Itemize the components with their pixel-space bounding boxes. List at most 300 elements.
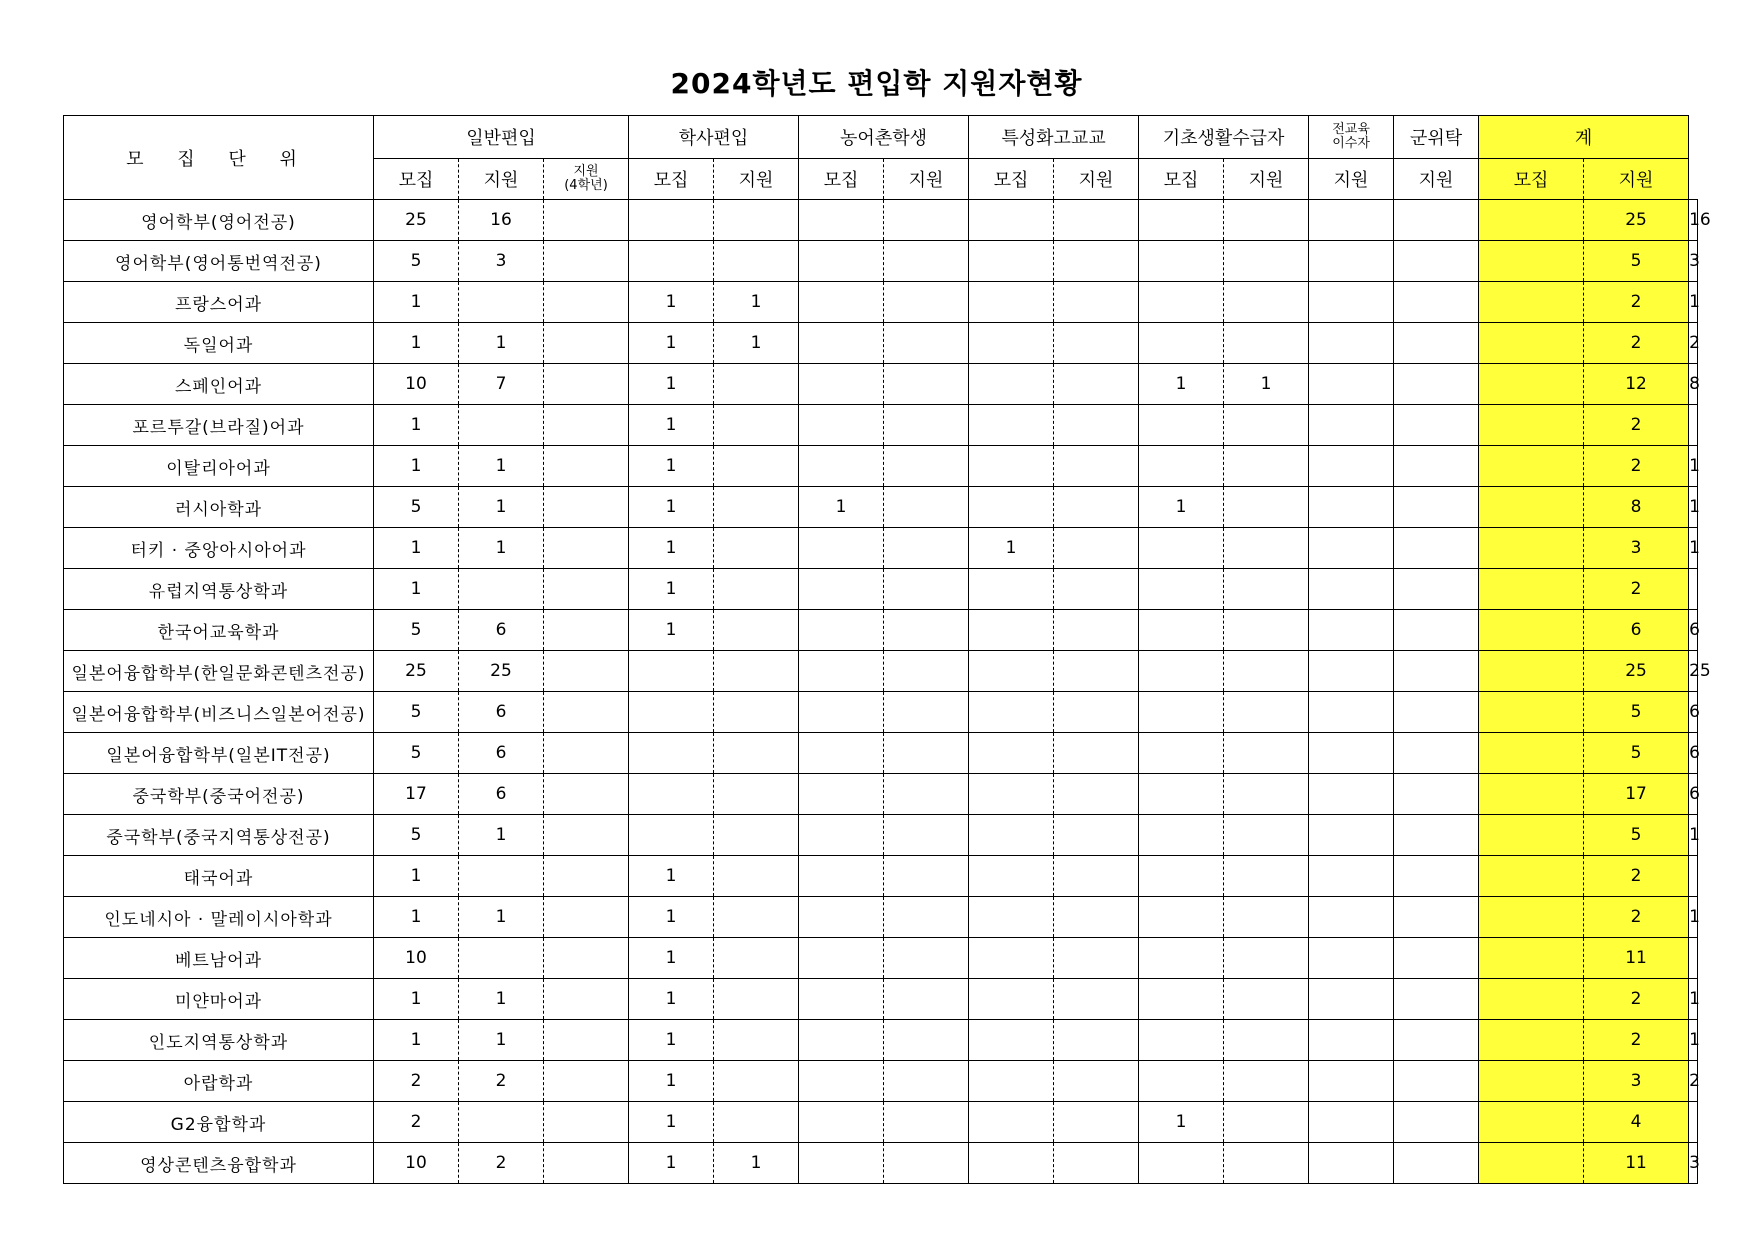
cell-total-recruit (1479, 323, 1584, 364)
cell-vocational-apply (1054, 1102, 1139, 1143)
cell-bachelor-recruit (629, 651, 714, 692)
cell-livelihood-recruit (1139, 692, 1224, 733)
cell-rural-recruit (799, 610, 884, 651)
cell-bachelor-recruit: 1 (629, 323, 714, 364)
cell-bachelor-recruit: 1 (629, 282, 714, 323)
cell-total-apply: 2 (1584, 856, 1689, 897)
cell-livelihood-recruit (1139, 774, 1224, 815)
cell-livelihood-recruit (1139, 815, 1224, 856)
sub-recruit: 모집 (629, 159, 714, 200)
cell-rural-apply (884, 323, 969, 364)
cell-vocational-apply (1054, 282, 1139, 323)
cell-military-apply (1394, 1020, 1479, 1061)
cell-general-recruit: 5 (374, 815, 459, 856)
table-body (64, 200, 1711, 1184)
sub-apply: 지원 (1224, 159, 1309, 200)
cell-undefined: 6 (1689, 692, 1698, 733)
cell-livelihood-recruit (1139, 897, 1224, 938)
cell-rural-recruit (799, 979, 884, 1020)
cell-rural-apply (884, 815, 969, 856)
cell-general-apply-4th (544, 1143, 629, 1184)
cell-rural-recruit (799, 733, 884, 774)
table-row (64, 1020, 1698, 1061)
sub-recruit: 모집 (799, 159, 884, 200)
cell-livelihood-recruit (1139, 282, 1224, 323)
cell-vocational-recruit (969, 1020, 1054, 1061)
cell-livelihood-apply (1224, 1020, 1309, 1061)
cell-total-recruit (1479, 1020, 1584, 1061)
cell-vocational-apply (1054, 446, 1139, 487)
cell-general-apply-4th (544, 1061, 629, 1102)
cell-rural-recruit: 1 (799, 487, 884, 528)
cell-rural-recruit (799, 282, 884, 323)
cell-total-recruit (1479, 979, 1584, 1020)
cell-undefined: 3 (1689, 241, 1698, 282)
cell-vocational-apply (1054, 938, 1139, 979)
cell-rural-apply (884, 405, 969, 446)
cell-undefined (1689, 856, 1698, 897)
cell-general-apply-4th (544, 897, 629, 938)
cell-military-apply (1394, 733, 1479, 774)
cell-livelihood-apply (1224, 446, 1309, 487)
cell-vocational-recruit (969, 569, 1054, 610)
cell-bachelor-apply: 1 (714, 1143, 799, 1184)
cell-rural-recruit (799, 323, 884, 364)
sub-apply: 지원 (1054, 159, 1139, 200)
cell-total-apply: 5 (1584, 815, 1689, 856)
cell-total-apply: 2 (1584, 446, 1689, 487)
cell-livelihood-apply (1224, 774, 1309, 815)
cell-undefined: 3 (1689, 1143, 1698, 1184)
table-row (64, 774, 1698, 815)
cell-military-apply (1394, 1061, 1479, 1102)
cell-general-recruit: 1 (374, 323, 459, 364)
cell-rural-apply (884, 1143, 969, 1184)
table-row (64, 487, 1698, 528)
cell-rural-apply (884, 200, 969, 241)
cell-total-recruit (1479, 856, 1584, 897)
cell-undefined (1689, 1102, 1698, 1143)
cell-vocational-recruit (969, 979, 1054, 1020)
cell-general-recruit: 1 (374, 282, 459, 323)
cell-total-recruit (1479, 569, 1584, 610)
cell-general-recruit: 1 (374, 897, 459, 938)
cell-vocational-apply (1054, 856, 1139, 897)
cell-livelihood-apply (1224, 405, 1309, 446)
cell-bachelor-apply: 1 (714, 282, 799, 323)
cell-general-apply: 1 (459, 487, 544, 528)
cell-unit: 영상콘텐츠융합학과 (64, 1143, 374, 1184)
table-row (64, 815, 1698, 856)
cell-rural-recruit (799, 692, 884, 733)
cell-total-recruit (1479, 528, 1584, 569)
cell-full-course-apply (1309, 1143, 1394, 1184)
cell-undefined: 2 (1689, 1061, 1698, 1102)
cell-general-apply-4th (544, 1102, 629, 1143)
cell-general-apply (459, 856, 544, 897)
cell-vocational-apply (1054, 610, 1139, 651)
cell-rural-recruit (799, 200, 884, 241)
cell-rural-apply (884, 856, 969, 897)
cell-unit: 태국어과 (64, 856, 374, 897)
cell-rural-recruit (799, 405, 884, 446)
cell-total-recruit (1479, 938, 1584, 979)
cell-full-course-apply (1309, 364, 1394, 405)
cell-vocational-apply (1054, 200, 1139, 241)
cell-livelihood-recruit (1139, 979, 1224, 1020)
cell-livelihood-apply (1224, 282, 1309, 323)
cell-bachelor-recruit: 1 (629, 528, 714, 569)
cell-general-apply-4th (544, 569, 629, 610)
cell-bachelor-recruit: 1 (629, 979, 714, 1020)
cell-livelihood-recruit (1139, 733, 1224, 774)
cell-vocational-apply (1054, 1143, 1139, 1184)
cell-general-apply: 7 (459, 364, 544, 405)
cell-full-course-apply (1309, 856, 1394, 897)
cell-general-apply: 1 (459, 815, 544, 856)
cell-unit: 영어학부(영어통번역전공) (64, 241, 374, 282)
cell-rural-apply (884, 446, 969, 487)
cell-rural-recruit (799, 528, 884, 569)
sub-apply: 지원 (1394, 159, 1479, 200)
cell-undefined: 6 (1689, 733, 1698, 774)
cell-general-apply-4th (544, 815, 629, 856)
cell-vocational-recruit (969, 446, 1054, 487)
cell-general-recruit: 5 (374, 610, 459, 651)
cell-general-apply: 6 (459, 733, 544, 774)
cell-unit: 유럽지역통상학과 (64, 569, 374, 610)
cell-general-recruit: 1 (374, 1020, 459, 1061)
cell-rural-apply (884, 487, 969, 528)
page-title: 2024학년도 편입학 지원자현황 (670, 67, 1083, 100)
cell-livelihood-recruit (1139, 446, 1224, 487)
cell-general-recruit: 5 (374, 692, 459, 733)
cell-total-recruit (1479, 651, 1584, 692)
cell-general-apply-4th (544, 692, 629, 733)
cell-rural-apply (884, 692, 969, 733)
cell-bachelor-recruit: 1 (629, 364, 714, 405)
cell-livelihood-apply (1224, 323, 1309, 364)
cell-unit: 일본어융합학부(일본IT전공) (64, 733, 374, 774)
table-row (64, 856, 1698, 897)
cell-general-apply: 2 (459, 1061, 544, 1102)
cell-full-course-apply (1309, 282, 1394, 323)
cell-full-course-apply (1309, 610, 1394, 651)
cell-total-recruit (1479, 487, 1584, 528)
cell-military-apply (1394, 651, 1479, 692)
table-row (64, 200, 1698, 241)
cell-rural-apply (884, 364, 969, 405)
cell-livelihood-recruit (1139, 569, 1224, 610)
cell-vocational-recruit (969, 692, 1054, 733)
cell-general-apply: 2 (459, 1143, 544, 1184)
header-full-course-label: 전교육 이수자 (1332, 122, 1370, 151)
cell-vocational-recruit (969, 897, 1054, 938)
cell-bachelor-recruit (629, 733, 714, 774)
cell-rural-apply (884, 938, 969, 979)
cell-bachelor-recruit (629, 774, 714, 815)
cell-military-apply (1394, 364, 1479, 405)
cell-undefined: 1 (1689, 979, 1698, 1020)
sub-apply-4th-line2: (4학년) (564, 178, 608, 193)
cell-rural-recruit (799, 1143, 884, 1184)
cell-general-apply (459, 938, 544, 979)
cell-military-apply (1394, 569, 1479, 610)
cell-bachelor-recruit: 1 (629, 856, 714, 897)
cell-full-course-apply (1309, 938, 1394, 979)
cell-livelihood-apply (1224, 241, 1309, 282)
cell-livelihood-recruit (1139, 1061, 1224, 1102)
cell-bachelor-recruit (629, 200, 714, 241)
cell-vocational-apply (1054, 897, 1139, 938)
table-row (64, 364, 1698, 405)
cell-bachelor-recruit: 1 (629, 897, 714, 938)
cell-bachelor-apply (714, 569, 799, 610)
cell-livelihood-apply (1224, 897, 1309, 938)
cell-full-course-apply (1309, 405, 1394, 446)
cell-unit: 이탈리아어과 (64, 446, 374, 487)
cell-unit: 스페인어과 (64, 364, 374, 405)
cell-unit: 일본어융합학부(비즈니스일본어전공) (64, 692, 374, 733)
cell-total-recruit (1479, 364, 1584, 405)
cell-bachelor-apply (714, 897, 799, 938)
cell-total-apply: 5 (1584, 733, 1689, 774)
cell-vocational-recruit (969, 487, 1054, 528)
cell-rural-recruit (799, 1061, 884, 1102)
cell-livelihood-apply (1224, 569, 1309, 610)
cell-rural-recruit (799, 446, 884, 487)
cell-undefined: 1 (1689, 1020, 1698, 1061)
cell-bachelor-recruit: 1 (629, 487, 714, 528)
cell-general-recruit: 25 (374, 200, 459, 241)
cell-general-apply (459, 1102, 544, 1143)
cell-general-apply: 1 (459, 528, 544, 569)
cell-general-recruit: 17 (374, 774, 459, 815)
cell-vocational-apply (1054, 241, 1139, 282)
cell-unit: 영어학부(영어전공) (64, 200, 374, 241)
cell-general-apply-4th (544, 241, 629, 282)
cell-total-recruit (1479, 446, 1584, 487)
cell-full-course-apply (1309, 979, 1394, 1020)
cell-total-recruit (1479, 1143, 1584, 1184)
sub-recruit: 모집 (374, 159, 459, 200)
table-row (64, 1061, 1698, 1102)
table-row (64, 569, 1698, 610)
cell-vocational-recruit (969, 241, 1054, 282)
cell-total-apply: 8 (1584, 487, 1689, 528)
cell-total-apply: 2 (1584, 979, 1689, 1020)
cell-bachelor-apply (714, 979, 799, 1020)
table-row (64, 282, 1698, 323)
cell-military-apply (1394, 241, 1479, 282)
cell-general-recruit: 25 (374, 651, 459, 692)
cell-total-apply: 25 (1584, 200, 1689, 241)
cell-undefined: 1 (1689, 282, 1698, 323)
cell-general-apply: 1 (459, 323, 544, 364)
table-row (64, 938, 1698, 979)
cell-bachelor-apply (714, 692, 799, 733)
cell-livelihood-recruit (1139, 1020, 1224, 1061)
cell-rural-apply (884, 569, 969, 610)
cell-livelihood-recruit (1139, 610, 1224, 651)
cell-full-course-apply (1309, 1102, 1394, 1143)
header-vocational-high: 특성화고교교 (969, 116, 1139, 159)
table-row (64, 446, 1698, 487)
cell-total-apply: 5 (1584, 692, 1689, 733)
cell-full-course-apply (1309, 323, 1394, 364)
cell-full-course-apply (1309, 446, 1394, 487)
cell-unit: 포르투갈(브라질)어과 (64, 405, 374, 446)
cell-undefined (1689, 569, 1698, 610)
table-row (64, 979, 1698, 1020)
cell-general-apply-4th (544, 528, 629, 569)
sub-apply: 지원 (459, 159, 544, 200)
table-row (64, 651, 1698, 692)
cell-vocational-recruit (969, 1143, 1054, 1184)
applicant-table (63, 115, 1711, 1184)
header-total: 계 (1479, 116, 1689, 159)
cell-military-apply (1394, 979, 1479, 1020)
header-unit: 모 집 단 위 (64, 116, 374, 200)
cell-livelihood-recruit: 1 (1139, 1102, 1224, 1143)
cell-rural-recruit (799, 651, 884, 692)
cell-full-course-apply (1309, 692, 1394, 733)
cell-livelihood-apply (1224, 1143, 1309, 1184)
cell-vocational-apply (1054, 323, 1139, 364)
cell-total-apply: 17 (1584, 774, 1689, 815)
cell-vocational-apply (1054, 405, 1139, 446)
cell-general-recruit: 5 (374, 241, 459, 282)
cell-livelihood-recruit (1139, 528, 1224, 569)
cell-general-apply: 1 (459, 1020, 544, 1061)
cell-full-course-apply (1309, 528, 1394, 569)
cell-total-apply: 2 (1584, 569, 1689, 610)
cell-livelihood-recruit (1139, 200, 1224, 241)
cell-undefined: 8 (1689, 364, 1698, 405)
cell-rural-apply (884, 528, 969, 569)
cell-vocational-recruit (969, 405, 1054, 446)
cell-undefined: 1 (1689, 487, 1698, 528)
cell-unit: 프랑스어과 (64, 282, 374, 323)
cell-general-recruit: 5 (374, 487, 459, 528)
cell-bachelor-recruit: 1 (629, 446, 714, 487)
cell-full-course-apply (1309, 1061, 1394, 1102)
cell-total-apply: 25 (1584, 651, 1689, 692)
cell-vocational-recruit (969, 815, 1054, 856)
sub-apply: 지원 (884, 159, 969, 200)
sub-apply: 지원 (1309, 159, 1394, 200)
cell-rural-recruit (799, 1102, 884, 1143)
cell-general-recruit: 2 (374, 1102, 459, 1143)
cell-bachelor-recruit: 1 (629, 938, 714, 979)
cell-vocational-recruit (969, 774, 1054, 815)
cell-undefined (1689, 405, 1698, 446)
cell-bachelor-recruit: 1 (629, 405, 714, 446)
cell-military-apply (1394, 610, 1479, 651)
cell-total-recruit (1479, 733, 1584, 774)
cell-undefined: 16 (1689, 200, 1698, 241)
header-full-course (1309, 116, 1394, 159)
cell-general-apply (459, 405, 544, 446)
cell-rural-recruit (799, 1020, 884, 1061)
cell-total-apply: 4 (1584, 1102, 1689, 1143)
cell-vocational-recruit (969, 610, 1054, 651)
cell-bachelor-recruit: 1 (629, 1143, 714, 1184)
cell-livelihood-recruit: 1 (1139, 487, 1224, 528)
cell-vocational-recruit (969, 323, 1054, 364)
cell-general-apply-4th (544, 323, 629, 364)
cell-vocational-apply (1054, 815, 1139, 856)
cell-total-recruit (1479, 610, 1584, 651)
cell-vocational-recruit (969, 733, 1054, 774)
cell-undefined: 25 (1689, 651, 1698, 692)
cell-total-apply: 6 (1584, 610, 1689, 651)
cell-rural-apply (884, 282, 969, 323)
cell-general-recruit: 10 (374, 1143, 459, 1184)
cell-vocational-apply (1054, 487, 1139, 528)
sub-recruit: 모집 (1139, 159, 1224, 200)
cell-unit: 중국학부(중국어전공) (64, 774, 374, 815)
cell-unit: 중국학부(중국지역통상전공) (64, 815, 374, 856)
cell-livelihood-apply (1224, 528, 1309, 569)
cell-full-course-apply (1309, 774, 1394, 815)
cell-unit: 인도네시아 · 말레이시아학과 (64, 897, 374, 938)
cell-vocational-apply (1054, 774, 1139, 815)
cell-general-recruit: 10 (374, 938, 459, 979)
cell-rural-recruit (799, 815, 884, 856)
sub-total-recruit: 모집 (1479, 159, 1584, 200)
cell-total-apply: 11 (1584, 938, 1689, 979)
cell-full-course-apply (1309, 733, 1394, 774)
cell-bachelor-apply (714, 610, 799, 651)
cell-general-apply-4th (544, 733, 629, 774)
cell-rural-apply (884, 979, 969, 1020)
cell-general-apply-4th (544, 446, 629, 487)
cell-military-apply (1394, 897, 1479, 938)
table-row (64, 1102, 1698, 1143)
cell-bachelor-recruit: 1 (629, 610, 714, 651)
cell-livelihood-apply (1224, 979, 1309, 1020)
cell-undefined: 1 (1689, 528, 1698, 569)
cell-general-apply: 25 (459, 651, 544, 692)
cell-unit: 인도지역통상학과 (64, 1020, 374, 1061)
cell-livelihood-apply (1224, 733, 1309, 774)
cell-bachelor-apply (714, 651, 799, 692)
cell-rural-recruit (799, 856, 884, 897)
cell-total-apply: 2 (1584, 897, 1689, 938)
cell-bachelor-apply (714, 446, 799, 487)
cell-general-apply-4th (544, 938, 629, 979)
cell-general-recruit: 1 (374, 446, 459, 487)
cell-undefined: 1 (1689, 815, 1698, 856)
cell-bachelor-apply (714, 200, 799, 241)
cell-general-recruit: 10 (374, 364, 459, 405)
cell-total-recruit (1479, 241, 1584, 282)
cell-general-apply: 1 (459, 897, 544, 938)
cell-total-apply: 11 (1584, 1143, 1689, 1184)
cell-rural-apply (884, 897, 969, 938)
cell-general-apply-4th (544, 979, 629, 1020)
cell-general-apply-4th (544, 405, 629, 446)
cell-bachelor-recruit (629, 241, 714, 282)
header-military-commission: 군위탁 (1394, 116, 1479, 159)
cell-livelihood-apply (1224, 200, 1309, 241)
cell-bachelor-apply (714, 815, 799, 856)
cell-military-apply (1394, 1102, 1479, 1143)
cell-unit: 한국어교육학과 (64, 610, 374, 651)
cell-unit: G2융합학과 (64, 1102, 374, 1143)
table-row (64, 241, 1698, 282)
